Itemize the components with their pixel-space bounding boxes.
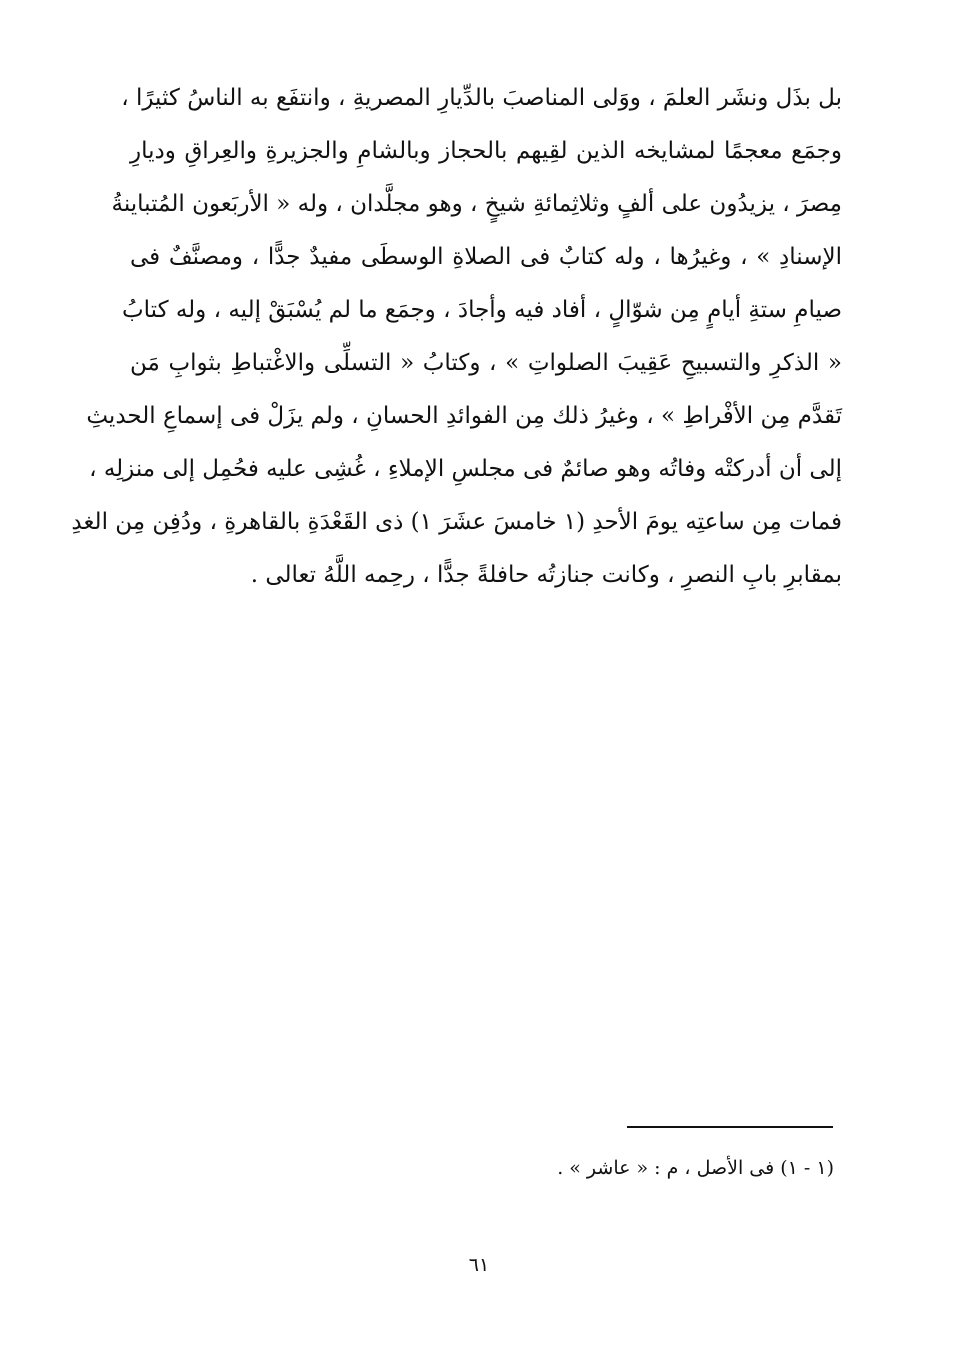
text-line: تَقدَّم مِن الأفْراطِ » ، وغيرُ ذلك مِن الفوائدِ الحسانِ ، ولم يزَلْ فى إسماعِ الحديثِ — [86, 403, 842, 429]
main-text-block — [71, 72, 842, 602]
text-line: مِصرَ ، يزيدُون على ألفٍ وثلاثِمائةِ شيخٍ ، وهو مجلَّدان ، وله « الأربَعون المُتباينةُ — [111, 191, 842, 217]
text-line: وجمَع معجمًا لمشايخه الذين لقِيهم بالحجاز وبالشامِ والجزيرةِ والعِراقِ وديارِ — [130, 138, 842, 164]
text-line: إلى أن أدركتْه وفاتُه وهو صائمٌ فى مجلسِ الإملاءِ ، غُشِى عليه فحُمِل إلى منزلِه ، — [89, 456, 842, 482]
text-line: « الذكرِ والتسبيحِ عَقِيبَ الصلواتِ » ، وكتابُ « التسلِّى والاغْتباطِ بثوابِ مَن — [130, 350, 842, 376]
footnote-divider — [627, 1126, 833, 1128]
page-number: ٦١ — [468, 1254, 490, 1276]
footnote: (١ - ١) فى الأصل ، م : « عاشر » . — [557, 1157, 834, 1179]
text-line: الإسنادِ » ، وغيرُها ، وله كتابٌ فى الصلاةِ الوسطَى مفيدٌ جدًّا ، ومصنَّفٌ فى — [130, 244, 842, 270]
text-line: صيامِ ستةِ أيامٍ مِن شوّالٍ ، أفاد فيه وأجادَ ، وجمَع ما لم يُسْبَقْ إليه ، وله كتابُ — [121, 297, 842, 323]
text-line: بمقابرِ بابِ النصرِ ، وكانت جنازتُه حافلةً جدًّا ، رحِمه اللَّهُ تعالى . — [250, 562, 842, 588]
text-line: فمات مِن ساعتِه يومَ الأحدِ (١ خامسَ عشَرَ ١) ذى القَعْدَةِ بالقاهرةِ ، ودُفِن مِن الغدِ — [71, 509, 842, 535]
text-line: بل بذَل ونشَر العلمَ ، ووَلى المناصبَ بالدِّيارِ المصريةِ ، وانتفَع به الناسُ كثيرًا ، — [121, 85, 842, 111]
